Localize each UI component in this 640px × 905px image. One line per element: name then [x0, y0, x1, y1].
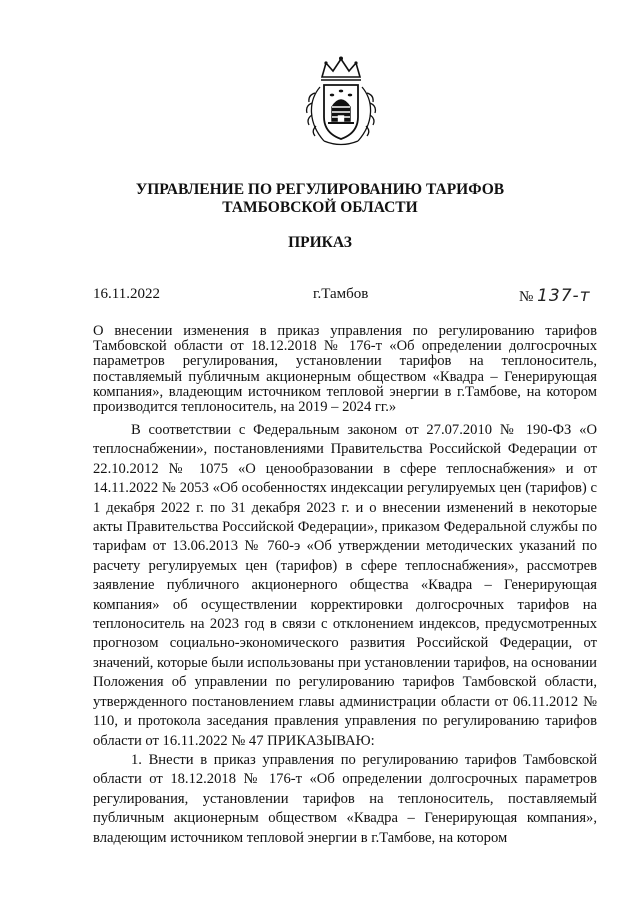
- organization-name-line2: ТАМБОВСКОЙ ОБЛАСТИ: [222, 199, 418, 216]
- coat-of-arms-icon: [302, 55, 380, 150]
- number-sign: №: [519, 289, 534, 305]
- body-paragraph-item-1: 1. Внести в приказ управления по регулированию тарифов Тамбовской области от 18.12.2018 № 176-т «Об определении долгосрочных параметров регулирования, установлении тарифов на теплоноситель, поставляемый публичным акционерным обществом «Квадра – Генерирующая компания», владеющим источником тепловой энергии в г.Тамбове, на котором: [93, 751, 597, 846]
- organization-name-line1: УПРАВЛЕНИЕ ПО РЕГУЛИРОВАНИЮ ТАРИФОВ: [135, 181, 505, 198]
- document-kind-title: ПРИКАЗ: [288, 234, 352, 251]
- document-subject: О внесении изменения в приказ управления по регулированию тарифов Тамбовской области от 18.12.2018 № 176-т «Об определении долгосрочных параметров регулирования, установлении тарифов на теплоноситель, поставляемый публичным акционерным обществом «Квадра – Генерирующая компания», владеющим источником тепловой энергии в г.Тамбове, на котором производится теплоноситель, на 2019 – 2024 гг.»: [93, 323, 597, 416]
- document-date: 16.11.2022: [93, 286, 160, 302]
- document-city: г.Тамбов: [313, 286, 369, 302]
- handwritten-number: 137-т: [537, 286, 591, 306]
- body-paragraph-preamble: В соответствии с Федеральным законом от 27.07.2010 № 190-ФЗ «О теплоснабжении», постановлениями Правительства Российской Федерации от 22.10.2012 № 1075 «О ценообразовании в сфере теплоснабжения» и от 14.11.2022 № 2053 «Об особенностях индексации регулируемых цен (тарифов) с 1 декабря 2022 г. по 31 декабря 2023 г. и о внесении изменений в некоторые акты Правительства Российской Федерации», приказом Федеральной службы по тарифам от 13.06.2013 № 760-э «Об утверждении методических указаний по расчету регулируемых цен (тарифов) в сфере теплоснабжения», рассмотрев заявление публичного акционерного общества «Квадра – Генерирующая компания» об осуществлении корректировки долгосрочных тарифов на теплоноситель на 2023 год в связи с отклонением индексов, предусмотренных прогнозом социально-экономического развития Российской Федерации, от значений, которые были использованы при установлении тарифов, на основании Положения об управлении по регулированию тарифов Тамбовской области, утвержденного постановлением главы администрации области от 06.11.2012 № 110, и протокола заседания правления управления по регулированию тарифов области от 16.11.2022 № 47 ПРИКАЗЫВАЮ:: [93, 422, 597, 749]
- document-body: [93, 421, 597, 848]
- document-number: [519, 286, 591, 306]
